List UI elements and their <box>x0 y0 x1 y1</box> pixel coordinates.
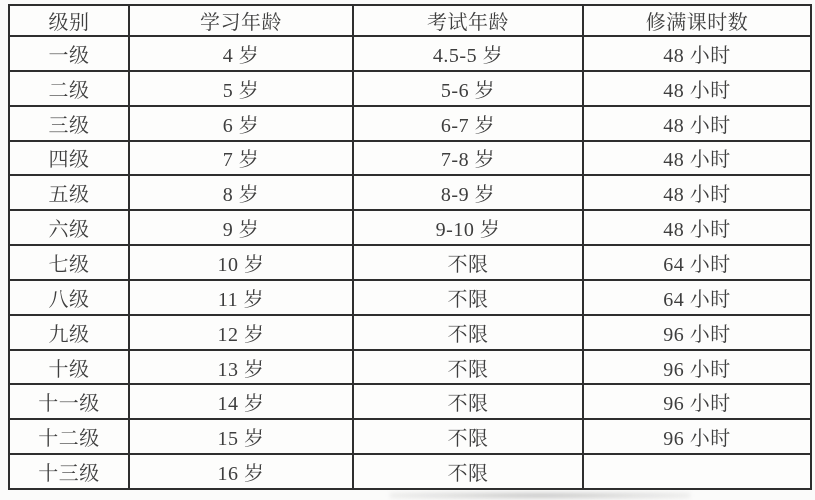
cell-study-age: 7 岁 <box>129 141 353 176</box>
cell-level: 八级 <box>9 280 129 315</box>
cell-study-age: 13 岁 <box>129 350 353 385</box>
cell-hours: 96 小时 <box>583 384 811 419</box>
cell-hours <box>583 454 811 489</box>
table-row <box>9 315 811 350</box>
cell-exam-age: 7-8 岁 <box>353 141 583 176</box>
cell-hours: 96 小时 <box>583 315 811 350</box>
cell-level: 九级 <box>9 315 129 350</box>
header-study-age: 学习年龄 <box>129 5 353 36</box>
header-exam-age: 考试年龄 <box>353 5 583 36</box>
table-row <box>9 384 811 419</box>
cell-exam-age: 4.5-5 岁 <box>353 36 583 71</box>
table-row <box>9 350 811 385</box>
scan-artifact <box>390 492 690 499</box>
table-row <box>9 419 811 454</box>
cell-exam-age: 8-9 岁 <box>353 175 583 210</box>
table-row <box>9 175 811 210</box>
cell-exam-age: 不限 <box>353 454 583 489</box>
table-row <box>9 36 811 71</box>
cell-level: 二级 <box>9 71 129 106</box>
cell-exam-age: 9-10 岁 <box>353 210 583 245</box>
cell-exam-age: 6-7 岁 <box>353 106 583 141</box>
cell-exam-age: 不限 <box>353 280 583 315</box>
cell-study-age: 6 岁 <box>129 106 353 141</box>
grade-requirements-table <box>8 4 812 490</box>
cell-level: 七级 <box>9 245 129 280</box>
cell-study-age: 8 岁 <box>129 175 353 210</box>
cell-exam-age: 不限 <box>353 350 583 385</box>
cell-hours: 64 小时 <box>583 280 811 315</box>
cell-hours: 48 小时 <box>583 175 811 210</box>
cell-hours: 48 小时 <box>583 106 811 141</box>
cell-hours: 64 小时 <box>583 245 811 280</box>
header-level: 级别 <box>9 5 129 36</box>
cell-level: 四级 <box>9 141 129 176</box>
cell-level: 五级 <box>9 175 129 210</box>
cell-hours: 48 小时 <box>583 210 811 245</box>
cell-level: 十一级 <box>9 384 129 419</box>
cell-exam-age: 不限 <box>353 315 583 350</box>
table-row <box>9 71 811 106</box>
cell-level: 一级 <box>9 36 129 71</box>
cell-hours: 96 小时 <box>583 419 811 454</box>
cell-study-age: 12 岁 <box>129 315 353 350</box>
cell-study-age: 14 岁 <box>129 384 353 419</box>
cell-hours: 48 小时 <box>583 141 811 176</box>
cell-level: 十级 <box>9 350 129 385</box>
cell-study-age: 15 岁 <box>129 419 353 454</box>
cell-study-age: 9 岁 <box>129 210 353 245</box>
header-hours: 修满课时数 <box>583 5 811 36</box>
cell-exam-age: 不限 <box>353 245 583 280</box>
cell-hours: 96 小时 <box>583 350 811 385</box>
header-row <box>9 5 811 36</box>
cell-exam-age: 不限 <box>353 419 583 454</box>
table-row <box>9 210 811 245</box>
cell-exam-age: 5-6 岁 <box>353 71 583 106</box>
cell-exam-age: 不限 <box>353 384 583 419</box>
cell-level: 十二级 <box>9 419 129 454</box>
cell-level: 十三级 <box>9 454 129 489</box>
cell-study-age: 10 岁 <box>129 245 353 280</box>
cell-study-age: 16 岁 <box>129 454 353 489</box>
cell-hours: 48 小时 <box>583 36 811 71</box>
cell-study-age: 4 岁 <box>129 36 353 71</box>
cell-study-age: 11 岁 <box>129 280 353 315</box>
cell-level: 三级 <box>9 106 129 141</box>
cell-hours: 48 小时 <box>583 71 811 106</box>
cell-study-age: 5 岁 <box>129 71 353 106</box>
table-row <box>9 141 811 176</box>
table-row <box>9 454 811 489</box>
table-row <box>9 280 811 315</box>
table-row <box>9 106 811 141</box>
cell-level: 六级 <box>9 210 129 245</box>
table-row <box>9 245 811 280</box>
